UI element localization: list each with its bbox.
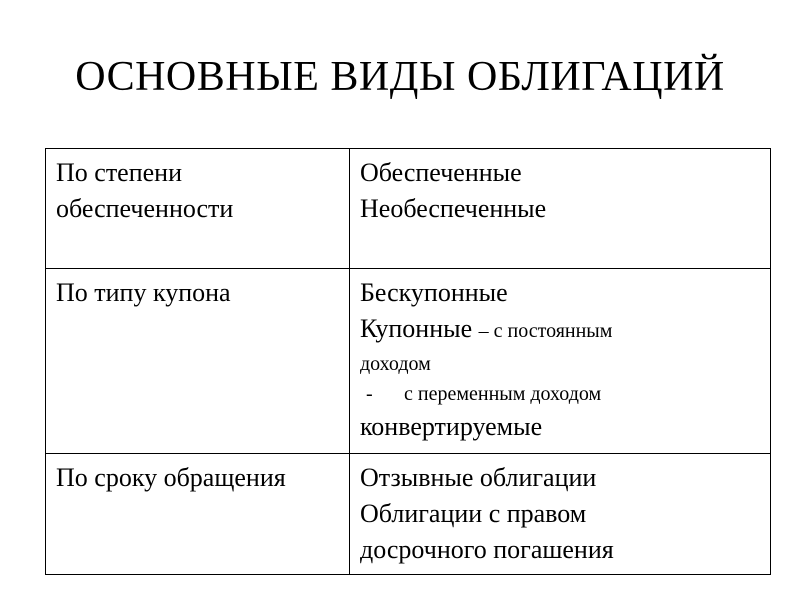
slide-title: ОСНОВНЫЕ ВИДЫ ОБЛИГАЦИЙ <box>75 54 725 100</box>
type-item: конвертируемые <box>360 412 543 441</box>
type-item-coupon <box>360 311 760 349</box>
type-item-coupon-main: Купонные <box>360 314 479 343</box>
criterion-text: По типу купона <box>56 278 231 307</box>
types-cell <box>350 149 771 269</box>
type-item: Бескупонные <box>360 278 508 307</box>
types-cell <box>350 454 771 575</box>
criterion-text: По сроку обращения <box>56 463 286 492</box>
type-item: Необеспеченные <box>360 194 547 223</box>
type-item: Обеспеченные <box>360 158 522 187</box>
dash-bullet: - <box>366 383 373 405</box>
criterion-text: По степени <box>56 158 183 187</box>
bond-types-table <box>45 148 771 575</box>
type-item-coupon-detail: – с постоянным <box>478 320 613 342</box>
table-row <box>46 269 771 454</box>
type-item: досрочного погашения <box>360 535 614 564</box>
type-item-detail: доходом <box>360 353 431 375</box>
type-item: Отзывные облигации <box>360 463 597 492</box>
criterion-cell <box>46 269 350 454</box>
table-row <box>46 149 771 269</box>
types-cell <box>350 269 771 454</box>
subitem-text: с переменным доходом <box>404 383 602 405</box>
table-row <box>46 454 771 575</box>
type-item: Облигации с правом <box>360 499 587 528</box>
criterion-text: обеспеченности <box>56 194 234 223</box>
criterion-cell <box>46 149 350 269</box>
type-item-subitem <box>360 379 760 409</box>
criterion-cell <box>46 454 350 575</box>
